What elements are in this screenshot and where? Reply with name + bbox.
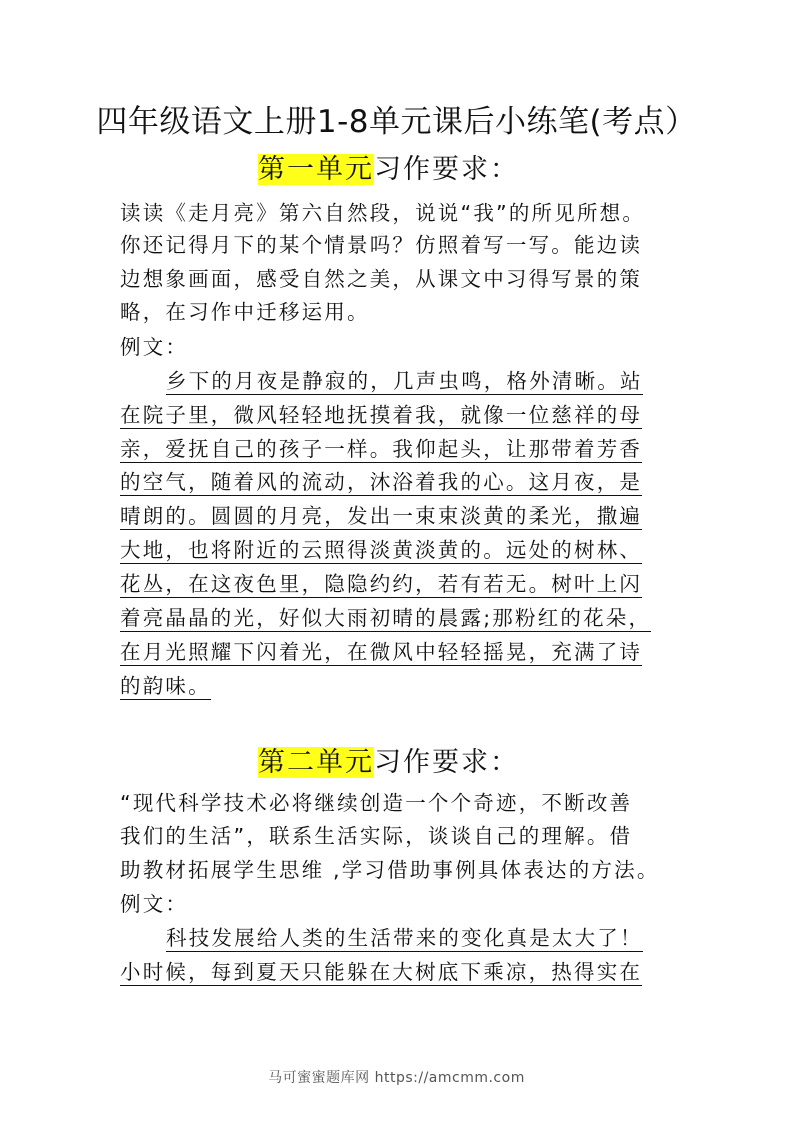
section-2-requirement-line: “现代科学技术必将继续创造一个个奇迹，不断改善 [120,791,633,815]
section-2-heading-rest: 习作要求： [374,747,519,778]
document-title: 四年级语文上册1-8单元课后小练笔(考点） [96,104,697,140]
section-2-requirement-line: 助教材拓展学生思维 ,学习借助事例具体表达的方法。 [120,858,660,882]
section-2-requirement-line: 我们的生活”，联系生活实际，谈谈自己的理解。借 [120,824,633,848]
section-1-example-line: 的空气，随着风的流动，沐浴着我的心。这月夜，是 [120,470,643,494]
section-2-example-label: 例文： [120,892,189,916]
section-2-heading-highlight: 第二单元 [258,747,374,778]
section-1-example-label: 例文： [120,335,189,359]
page-footer: 马可蜜蜜题库网 https://amcmm.com [268,1070,525,1086]
section-1-example-line: 在院子里，微风轻轻地抚摸着我，就像一位慈祥的母 [120,403,643,427]
section-1-requirement-line: 你还记得月下的某个情景吗？仿照着写一写。能边读 [120,233,643,257]
section-1-heading-rest: 习作要求： [374,154,519,185]
section-1-example-line: 着亮晶晶的光，好似大雨初晴的晨露;那粉红的花朵， [120,606,652,630]
section-1-example-line: 大地，也将附近的云照得淡黄淡黄的。远处的树林、 [120,538,643,562]
section-1-example-line: 的韵味。 [120,674,211,698]
section-2-example-line: 小时候，每到夏天只能躲在大树底下乘凉，热得实在 [120,960,643,984]
section-2-example-line: 科技发展给人类的生活带来的变化真是太大了！ [166,926,643,950]
section-1-requirement-line: 略，在习作中迁移运用。 [120,300,370,324]
section-1-example-line: 乡下的月夜是静寂的，几声虫鸣，格外清晰。站 [166,369,643,393]
section-1-requirement-line: 边想象画面，感受自然之美，从课文中习得写景的策 [120,267,643,291]
section-1-heading [258,150,519,190]
section-1-example-line: 花丛，在这夜色里，隐隐约约，若有若无。树叶上闪 [120,572,643,596]
section-1-example-line: 在月光照耀下闪着光，在微风中轻轻摇晃，充满了诗 [120,640,643,664]
section-1-example-line: 亲，爱抚自己的孩子一样。我仰起头，让那带着芳香 [120,437,643,461]
section-1-example-line: 晴朗的。圆圆的月亮，发出一束束淡黄的柔光，撒遍 [120,504,643,528]
section-2-heading [258,743,519,783]
section-1-heading-highlight: 第一单元 [258,154,374,185]
section-1-requirement-line: 读读《走月亮》第六自然段，说说“我”的所见所想。 [120,201,646,225]
